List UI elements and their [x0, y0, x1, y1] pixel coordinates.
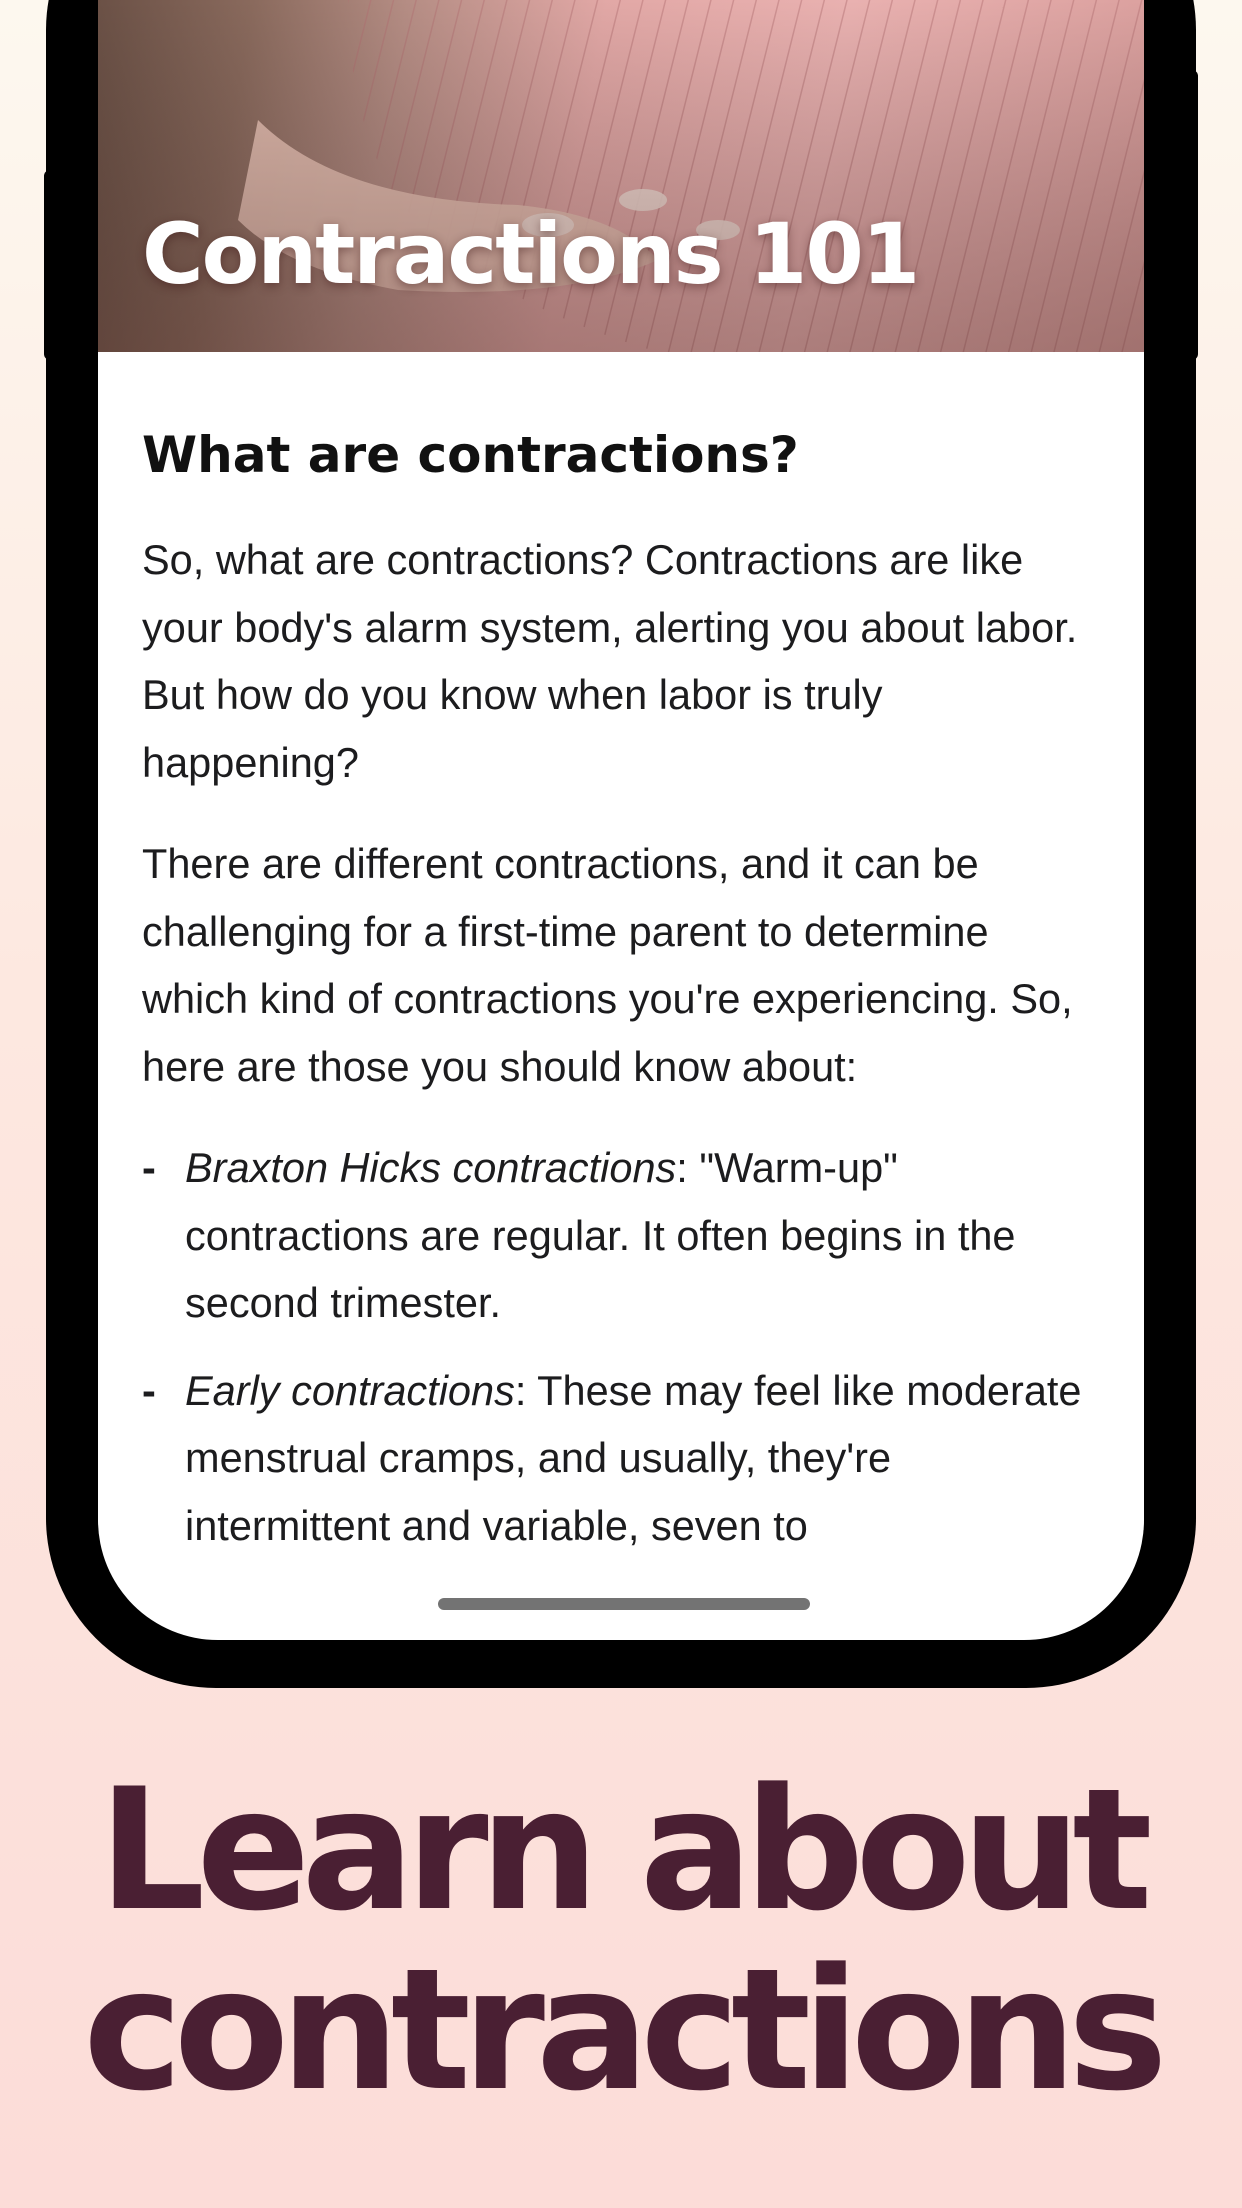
phone-side-button-right [1186, 70, 1198, 360]
promo-tagline [0, 1752, 1242, 2128]
hero-title: Contractions 101 [142, 205, 919, 303]
contraction-types-list [142, 1134, 1102, 1559]
hero-image [98, 0, 1144, 352]
list-item [142, 1357, 1102, 1560]
bullet-term: Braxton Hicks contractions [185, 1144, 677, 1191]
phone-screen [98, 0, 1144, 1640]
bullet-dash: - [142, 1144, 156, 1191]
bullet-text: : These may feel like moderate menstrual cramps, and usually, they're intermittent and variable, seven to [185, 1366, 1082, 1549]
article-paragraph: There are different contractions, and it can be challenging for a first-time parent to determine which kind of contractions you're experiencing. So, here are those you should know about: [142, 840, 1073, 1090]
article-heading: What are contractions? [142, 426, 799, 484]
phone-side-button-left [44, 170, 56, 360]
tagline-line-1: Learn about [98, 1752, 1144, 1948]
article-body [142, 352, 1102, 1579]
bullet-term: Early contractions [185, 1366, 515, 1414]
tagline-line-2: contractions [83, 1932, 1159, 2128]
bullet-dash: - [142, 1366, 156, 1414]
list-item [142, 1134, 1102, 1337]
home-indicator[interactable] [438, 1598, 810, 1610]
article-paragraph: So, what are contractions? Contractions are like your body's alarm system, alerting you about labor. But how do you know when labor is truly happening? [142, 536, 1078, 786]
bullet-text: : "Warm-up" contractions are regular. It often begins in the second trimester. [185, 1144, 1016, 1326]
